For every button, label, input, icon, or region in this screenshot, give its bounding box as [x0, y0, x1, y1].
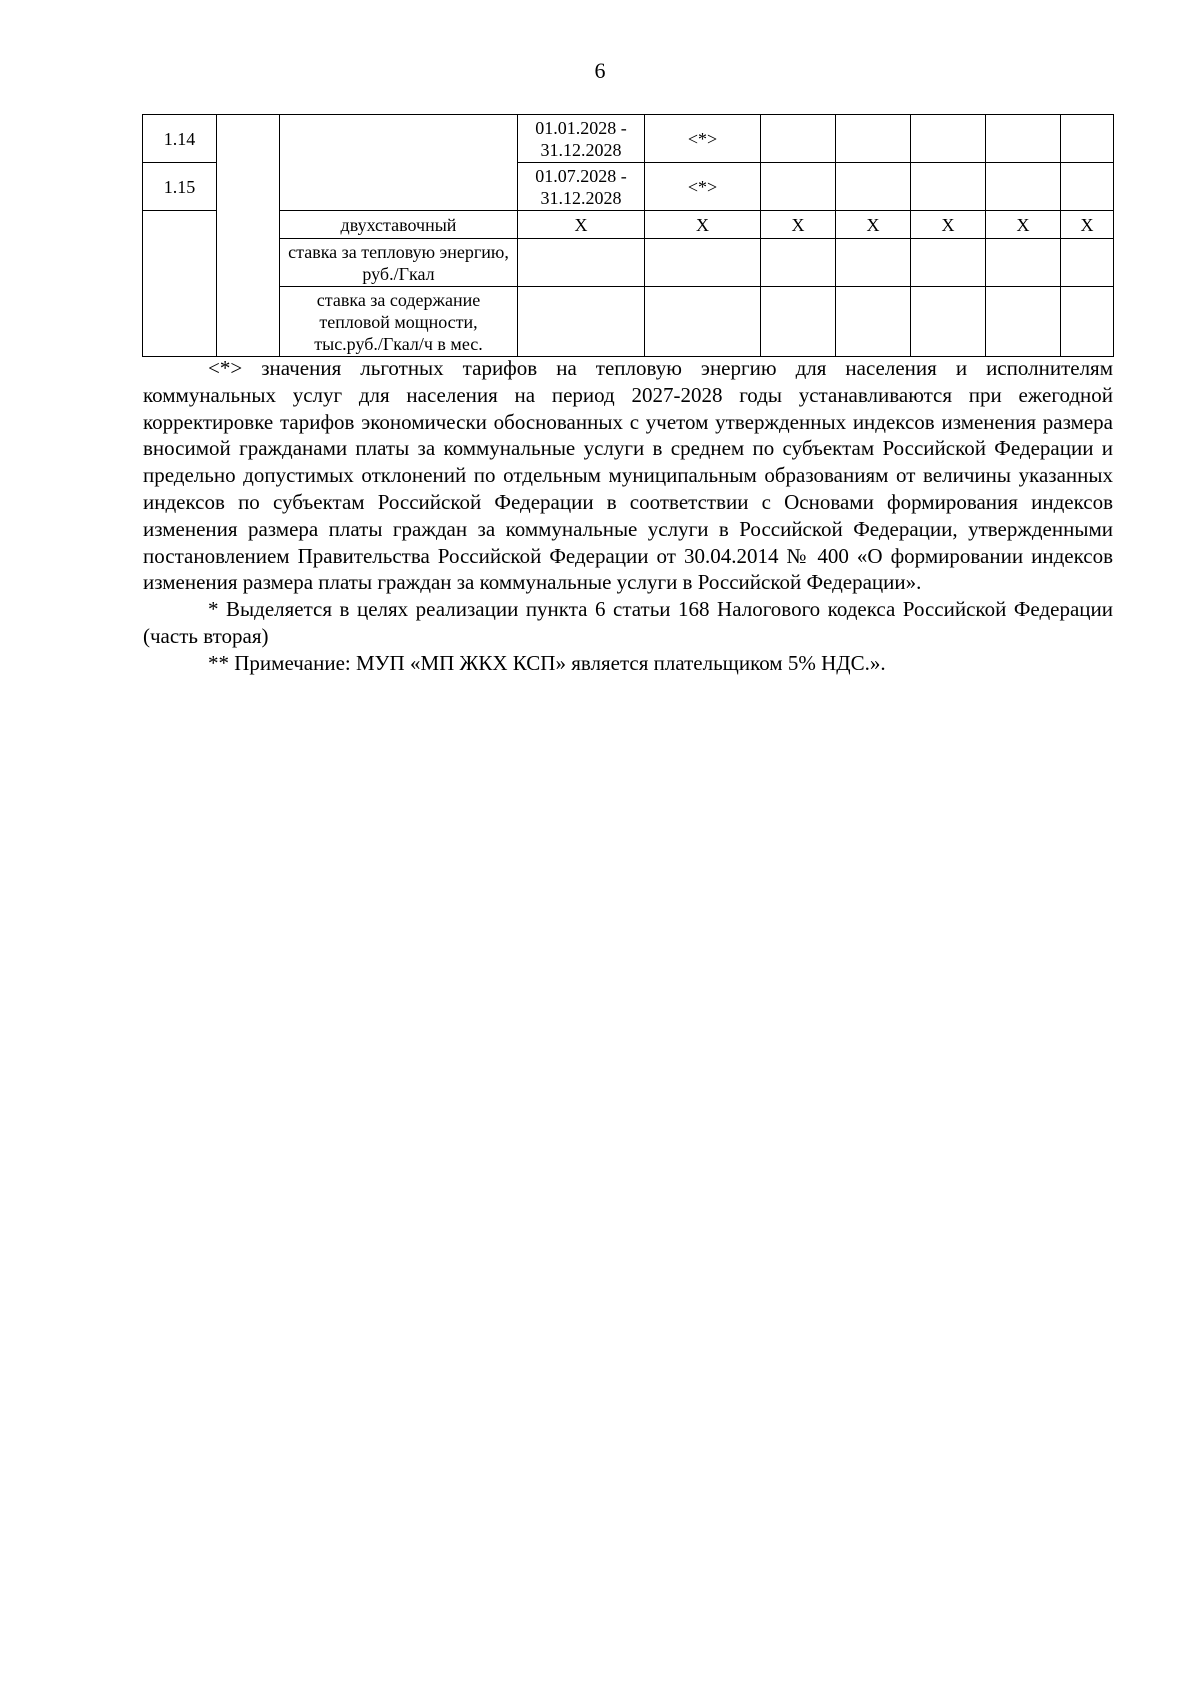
footnote-vat-paragraph: * Выделяется в целях реализации пункта 6 статьи 168 Налогового кодекса Российской Федерации (часть вторая): [143, 597, 1113, 648]
empty-cell: [761, 287, 836, 357]
empty-cell: [911, 115, 986, 163]
x-mark: X: [1061, 211, 1114, 239]
empty-cell: [518, 239, 645, 287]
table-row: [143, 239, 1114, 287]
table-row: [143, 115, 1114, 163]
period-cell: 01.01.2028 - 31.12.2028: [518, 115, 645, 163]
page-number: 6: [594, 58, 606, 83]
empty-cell: [1061, 115, 1114, 163]
empty-cell: [217, 115, 280, 357]
empty-cell: [836, 163, 911, 211]
empty-cell: [911, 287, 986, 357]
empty-cell: [836, 287, 911, 357]
row-number: 1.15: [143, 163, 217, 211]
x-mark: X: [761, 211, 836, 239]
empty-cell: [645, 239, 761, 287]
empty-cell: [1061, 239, 1114, 287]
x-mark: X: [518, 211, 645, 239]
empty-cell: [911, 239, 986, 287]
empty-cell: [1061, 163, 1114, 211]
row-number: 1.14: [143, 115, 217, 163]
empty-cell: [761, 163, 836, 211]
table-row: [143, 211, 1114, 239]
x-mark: X: [836, 211, 911, 239]
value-cell: <*>: [645, 163, 761, 211]
footnote-star-paragraph: <*> значения льготных тарифов на тепловую энергию для населения и исполнителям коммунальных услуг для населения на период 2027-2028 годы устанавливаются при ежегодной корректировке тарифов экономически обоснованных с учетом утвержденных индексов изменения размера вносимой гражданами платы за коммунальные услуги в среднем по субъектам Российской Федерации и предельно допустимых отклонений по отдельным муниципальным образованиям от величины указанных индексов по субъектам Российской Федерации в соответствии с Основами формирования индексов изменения размера платы граждан за коммунальные услуги в Российской Федерации, утвержденными постановлением Правительства Российской Федерации от 30.04.2014 № 400 «О формировании индексов изменения размера платы граждан за коммунальные услуги в Российской Федерации».: [143, 356, 1113, 595]
empty-cell: [761, 115, 836, 163]
empty-cell: [645, 287, 761, 357]
empty-cell: [143, 211, 217, 357]
empty-cell: [911, 163, 986, 211]
footnote-remark-paragraph: ** Примечание: МУП «МП ЖКХ КСП» является плательщиком 5% НДС.».: [208, 650, 886, 675]
value-cell: <*>: [645, 115, 761, 163]
empty-cell: [986, 239, 1061, 287]
x-mark: X: [986, 211, 1061, 239]
period-cell: 01.07.2028 - 31.12.2028: [518, 163, 645, 211]
empty-cell: [518, 287, 645, 357]
rate-capacity-label: ставка за содержание тепловой мощности, тыс.руб./Гкал/ч в мес.: [280, 287, 518, 357]
empty-cell: [761, 239, 836, 287]
x-mark: X: [645, 211, 761, 239]
footnotes: [143, 355, 1113, 677]
rate-energy-label: ставка за тепловую энергию, руб./Гкал: [280, 239, 518, 287]
two-part-label: двухставочный: [280, 211, 518, 239]
empty-cell: [986, 115, 1061, 163]
empty-cell: [836, 115, 911, 163]
empty-cell: [1061, 287, 1114, 357]
empty-cell: [280, 115, 518, 211]
tariff-table: [142, 114, 1114, 357]
table-row: [143, 287, 1114, 357]
empty-cell: [986, 163, 1061, 211]
empty-cell: [986, 287, 1061, 357]
empty-cell: [836, 239, 911, 287]
x-mark: X: [911, 211, 986, 239]
